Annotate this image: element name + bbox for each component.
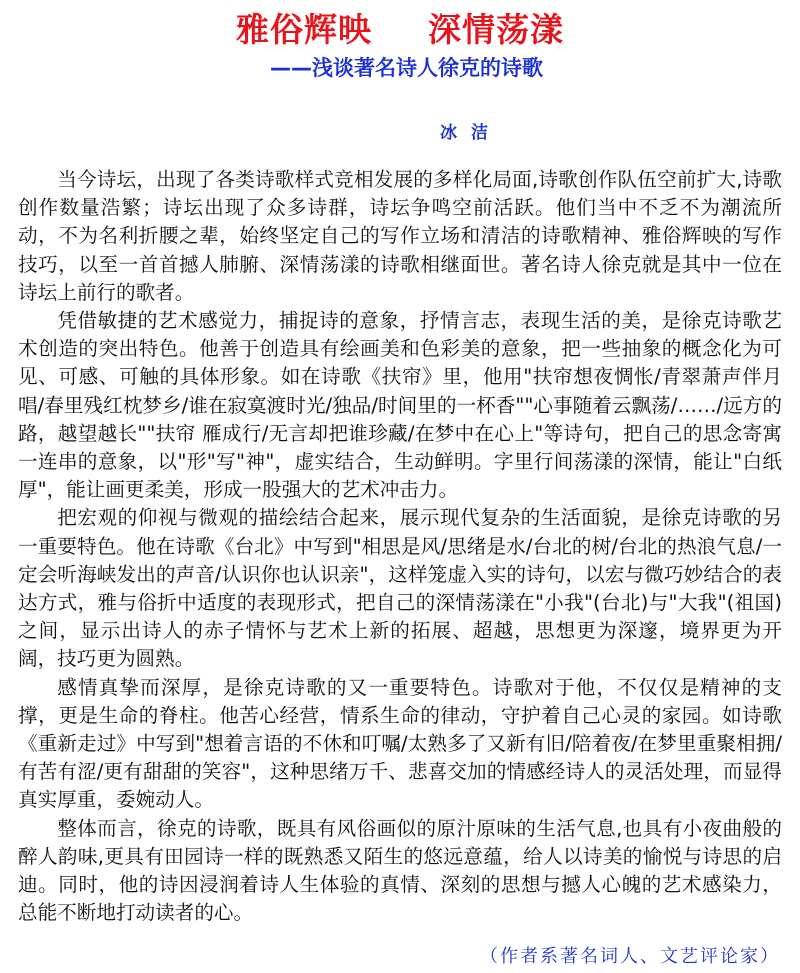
document-title (0, 4, 800, 51)
paragraph-3: 把宏观的仰视与微观的描绘结合起来，展示现代复杂的生活面貌，是徐克诗歌的另一重要特色。他在诗歌《台北》中写到"相思是风/思绪是水/台北的树/台北的热浪气息/一定会听海峡发出的声音/认识你也认识亲"，这样笼虚入实的诗句，以宏与微巧妙结合的表达方式，雅与俗折中适度的表现形式，把自己的深情荡漾在"小我"(台北)与"大我"(祖国)之间，显示出诗人的赤子情怀与艺术上新的拓展、超越，思想更为深邃，境界更为开阔，技巧更为圆熟。 (18, 506, 782, 671)
paragraph-4: 感情真挚而深厚，是徐克诗歌的又一重要特色。诗歌对于他，不仅仅是精神的支撑，更是生命的脊柱。他苦心经营，情系生命的律动，守护着自己心灵的家园。如诗歌《重新走过》中写到"想着言语的不休和叮嘱/太熟多了又新有旧/陪着夜/在梦里重聚相拥/有苦有涩/更有甜甜的笑容"，这种思绪万千、悲喜交加的情感经诗人的灵活处理，而显得真实厚重，委婉动人。 (18, 675, 782, 812)
title-part-2: 深情荡漾 (428, 10, 564, 49)
paragraph-2: 凭借敏捷的艺术感觉力，捕捉诗的意象，抒情言志，表现生活的美，是徐克诗歌艺术创造的突出特色。他善于创造具有绘画美和色彩美的意象，把一些抽象的概念化为可见、可感、可触的具体形象。如在诗歌《扶帘》里，他用"扶帘想夜惆怅/青翠萧声伴月唱/春里残红枕梦乡/谁在寂寞渡时光/独品/时间里的一杯香""心事随着云飘荡/……/远方的路，越望越长""扶帘 雁成行/无言却把谁珍藏/在梦中在心上"等诗句，把自己的思念寄寓一连串的意象，以"形"写"神"，虚实结合，生动鲜明。字里行间荡漾的深情，能让"白纸厚"，能让画更柔美，形成一股强大的艺术冲击力。 (18, 309, 782, 502)
paragraph-5: 整体而言，徐克的诗歌，既具有风俗画似的原汁原味的生活气息,也具有小夜曲般的醉人韵味,更具有田园诗一样的既熟悉又陌生的悠远意蕴，给人以诗美的愉悦与诗思的启迪。同时，他的诗因浸润着诗人生体验的真情、深刻的思想与撼人心魄的艺术感染力，总能不断地打动读者的心。 (18, 816, 782, 925)
document-subtitle: ——浅谈著名诗人徐克的诗歌 (270, 56, 543, 80)
author-name: 冰洁 (440, 123, 502, 143)
author-note: （作者系著名词人、文艺评论家） (480, 946, 780, 967)
title-part-1: 雅俗辉映 (236, 10, 372, 49)
article-body (18, 166, 782, 927)
paragraph-1: 当今诗坛，出现了各类诗歌样式竞相发展的多样化局面,诗歌创作队伍空前扩大,诗歌创作数量浩繁；诗坛出现了众多诗群，诗坛争鸣空前活跃。他们当中不乏不为潮流所动，不为名利折腰之辈，始终坚定自己的写作立场和清洁的诗歌精神、雅俗辉映的写作技巧，以至一首首撼人肺腑、深情荡漾的诗歌相继面世。著名诗人徐克就是其中一位在诗坛上前行的歌者。 (18, 168, 782, 304)
